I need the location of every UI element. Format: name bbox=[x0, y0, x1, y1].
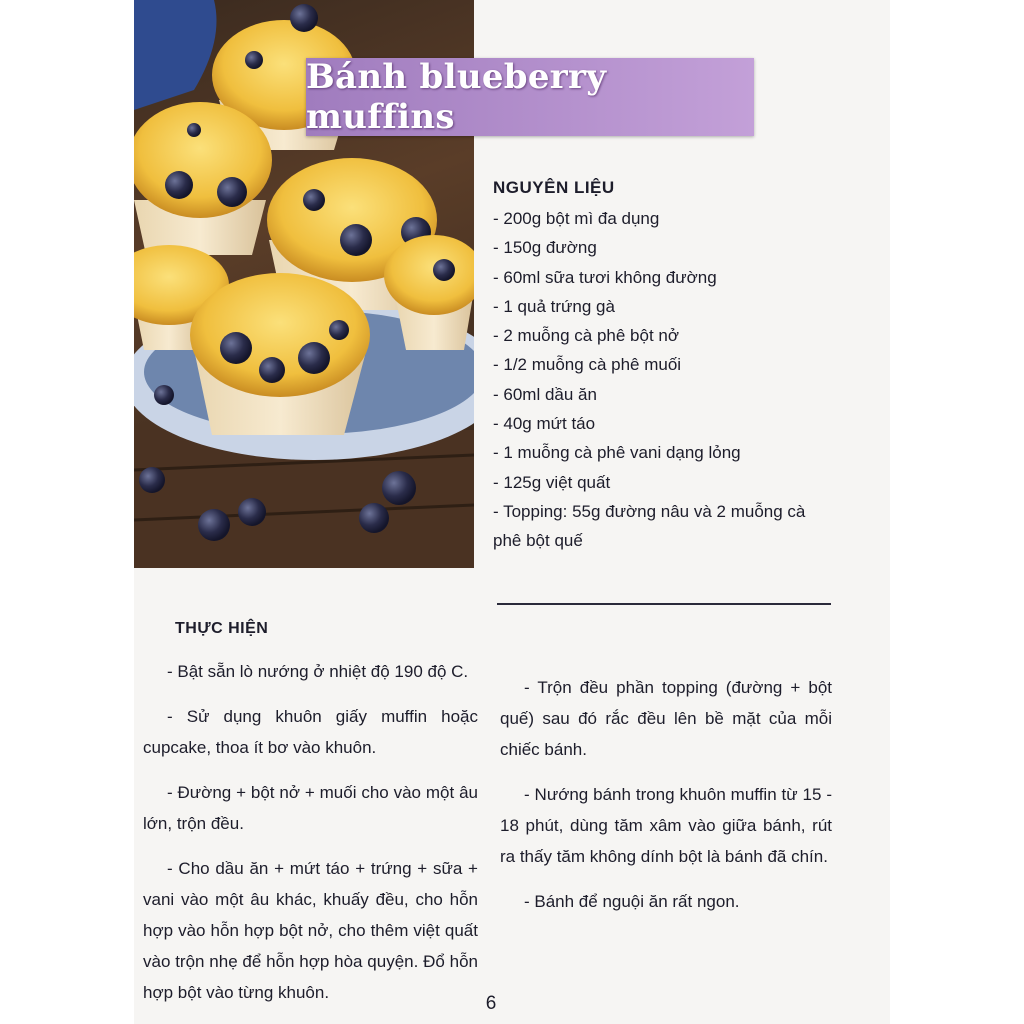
title-banner bbox=[306, 58, 754, 136]
ingredient-item: - 1 muỗng cà phê vani dạng lỏng bbox=[493, 443, 741, 463]
method-heading: THỰC HIỆN bbox=[175, 620, 269, 637]
ingredients-heading: NGUYÊN LIỆU bbox=[493, 178, 615, 197]
method-step: - Bật sẵn lò nướng ở nhiệt độ 190 độ C. bbox=[167, 662, 469, 681]
ingredient-item: - 200g bột mì đa dụng bbox=[493, 209, 660, 228]
ingredient-item: - 60ml dầu ăn bbox=[493, 384, 597, 404]
method-step: - Đường + bột nở + muối cho vào một âu lớn, trộn đều. bbox=[143, 783, 478, 833]
ingredients-section bbox=[493, 178, 838, 556]
page-number: 6 bbox=[485, 993, 497, 1014]
ingredient-item: - 40g mứt táo bbox=[493, 414, 596, 434]
ingredient-item: - 1/2 muỗng cà phê muối bbox=[493, 355, 682, 375]
recipe-title: Bánh blueberry muffins bbox=[306, 57, 607, 137]
method-step: - Sử dụng khuôn giấy muffin hoặc cupcake, thoa ít bơ vào khuôn. bbox=[143, 707, 478, 757]
method-step: - Nướng bánh trong khuôn muffin từ 15 - 18 phút, dùng tăm xâm vào giữa bánh, rút ra thấy tăm không dính bột là bánh đã chín. bbox=[500, 785, 832, 866]
ingredients-list bbox=[493, 204, 838, 556]
section-divider bbox=[497, 603, 831, 605]
ingredient-item: - 60ml sữa tươi không đường bbox=[493, 267, 717, 287]
method-step: - Trộn đều phần topping (đường + bột quế) sau đó rắc đều lên bề mặt của mỗi chiếc bánh. bbox=[500, 678, 832, 759]
ingredient-item: - 1 quả trứng gà bbox=[493, 296, 615, 316]
ingredient-item: - 2 muỗng cà phê bột nở bbox=[493, 326, 679, 346]
ingredient-item: - 150g đường bbox=[493, 238, 597, 258]
method-step: - Cho dầu ăn + mứt táo + trứng + sữa + vani vào một âu khác, khuấy đều, cho hỗn hợp vào hỗn hợp bột nở, cho thêm việt quất vào trộn nhẹ để hỗn hợp hòa quyện. Đổ hỗn hợp bột vào từng khuôn. bbox=[143, 859, 478, 1002]
ingredient-item: - Topping: 55g đường nâu và 2 muỗng cà phê bột quế bbox=[493, 501, 806, 551]
method-right-column bbox=[500, 672, 832, 931]
ingredient-item: - 125g việt quất bbox=[493, 472, 611, 492]
method-left-column bbox=[143, 656, 478, 1022]
method-step: - Bánh để nguội ăn rất ngon. bbox=[524, 892, 740, 911]
